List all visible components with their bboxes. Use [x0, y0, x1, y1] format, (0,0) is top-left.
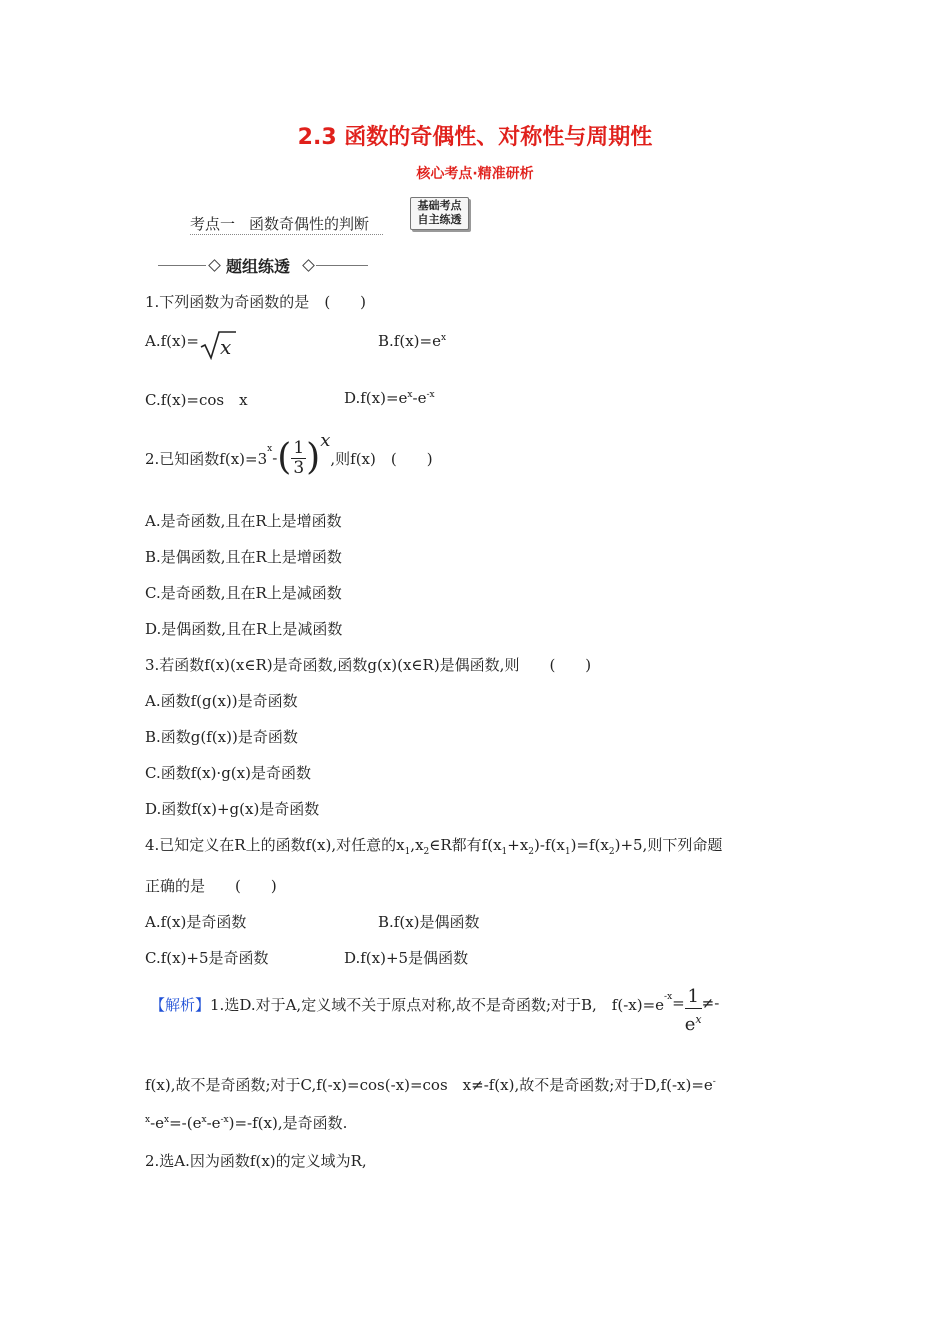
solution-line3-exp4: -x: [220, 1115, 229, 1125]
solution-line3-d: )=-f(x),是奇函数.: [228, 1114, 348, 1132]
q3-option-d: D.函数f(x)+g(x)是奇函数: [145, 800, 320, 818]
section-label: 题组练透: [226, 257, 291, 276]
sqrt-symbol: [200, 330, 236, 360]
q2-fraction: [291, 439, 306, 478]
q1-option-b-exp: x: [440, 333, 447, 343]
q2-option-c: C.是奇函数,且在R上是减函数: [145, 584, 342, 602]
kaodian-heading: [190, 213, 383, 235]
page-subtitle: 核心考点·精准研析: [416, 166, 534, 182]
q1-option-a: A.f(x)=: [145, 332, 199, 350]
q2-option-d: D.是偶函数,且在R上是减函数: [145, 620, 343, 638]
q4-s7: )+5,则下列命题: [614, 836, 723, 854]
q2-frac-den: 3: [293, 457, 305, 478]
solution-line3-a: -e: [150, 1114, 165, 1132]
q4-s1: 4.已知定义在R上的函数f(x),对任意的x: [145, 836, 405, 854]
kaodian-badge: [410, 197, 469, 230]
q1-option-d-mid: -e: [412, 389, 427, 407]
q2-stem-exp: x: [267, 444, 273, 454]
solution-frac-den-base: e: [684, 1014, 696, 1035]
solution-line3-exp3: x: [201, 1115, 207, 1125]
q1-option-b-text: B.f(x)=e: [378, 332, 441, 350]
solution-frac-den-exp: x: [695, 1013, 702, 1026]
solution-line1-exp: -x: [664, 992, 673, 1002]
q3-option-a: A.函数f(g(x))是奇函数: [145, 692, 298, 710]
solution-line2: [145, 1074, 716, 1095]
left-paren: (: [277, 437, 292, 478]
solution-line1-b: =: [672, 994, 685, 1012]
solution-line3-b: =-(e: [169, 1114, 202, 1132]
q2-stem-b: -: [272, 449, 278, 467]
q4-sub6: 2: [608, 847, 615, 857]
q4-sub4: 2: [528, 847, 535, 857]
kaodian-label: 考点一: [190, 215, 236, 233]
q2-option-b: B.是偶函数,且在R上是增函数: [145, 548, 342, 566]
q4-sub5: 1: [564, 847, 571, 857]
q2-stem-c: ,则f(x) ( ): [330, 449, 433, 468]
q4-s5: )-f(x: [534, 836, 565, 854]
solution-line3-c: -e: [206, 1114, 221, 1132]
q3-option-c: C.函数f(x)·g(x)是奇函数: [145, 764, 311, 782]
q3-stem: 3.若函数f(x)(x∈R)是奇函数,函数g(x)(x∈R)是偶函数,则 ( ): [145, 656, 592, 674]
diamond-icon: [208, 259, 221, 272]
kaodian-topic: 函数奇偶性的判断: [249, 215, 370, 233]
q1-option-d-text: D.f(x)=e: [344, 389, 408, 407]
solution-line1-c: ≠-: [701, 994, 720, 1012]
q4-s2: ,x: [410, 836, 424, 854]
q4-option-d: D.f(x)+5是偶函数: [344, 949, 469, 967]
q4-s6: )=f(x: [570, 836, 609, 854]
diamond-icon: [302, 259, 315, 272]
solution-line3-exp1: x: [145, 1115, 151, 1125]
solution-line4: 2.选A.因为函数f(x)的定义域为R,: [145, 1152, 367, 1170]
q2-stem-a: 2.已知函数f(x)=3: [145, 449, 268, 468]
section-divider: [158, 254, 368, 276]
q4-sub2: 2: [423, 847, 430, 857]
q4-s4: +x: [507, 836, 529, 854]
q4-sub1: 1: [404, 847, 411, 857]
q4-option-c: C.f(x)+5是奇函数: [145, 949, 269, 967]
q2-frac-exp: x: [320, 430, 331, 451]
sqrt-radicand: x: [220, 335, 232, 359]
q1-stem: 1.下列函数为奇函数的是 ( ): [145, 293, 367, 311]
solution-fraction: [685, 986, 702, 1036]
badge-line1: 基础考点: [417, 199, 462, 212]
q4-stem-line2: 正确的是 ( ): [145, 877, 277, 895]
q4-option-b: B.f(x)是偶函数: [378, 913, 480, 931]
q1-option-d: [344, 389, 435, 407]
solution-line1-a: 1.选D.对于A,定义域不关于原点对称,故不是奇函数;对于B, f(-x)=e: [210, 996, 665, 1014]
q1-option-d-exp2: -x: [426, 390, 435, 400]
q2-frac-num: 1: [293, 437, 305, 458]
solution-frac-num: 1: [685, 986, 702, 1009]
solution-tag: 【解析】: [150, 996, 211, 1014]
q1-option-c: C.f(x)=cos x: [145, 391, 248, 409]
divider-line-right: [316, 265, 368, 266]
solution-line3: [145, 1112, 347, 1133]
solution-line3-exp2: x: [164, 1115, 170, 1125]
right-paren: ): [306, 437, 321, 478]
q4-s3: ∈R都有f(x: [429, 836, 502, 854]
q4-option-a: A.f(x)是奇函数: [145, 913, 247, 931]
q1-option-d-exp1: x: [407, 390, 413, 400]
solution-line2-text: f(x),故不是奇函数;对于C,f(-x)=cos(-x)=cos x≠-f(x),故不是奇函数;对于D,f(-x)=e: [145, 1076, 713, 1094]
q2-option-a: A.是奇函数,且在R上是增函数: [145, 512, 342, 530]
q4-stem-line1: [145, 834, 722, 857]
q4-sub3: 1: [501, 847, 508, 857]
solution-frac-den: [685, 1009, 702, 1036]
page-title: 2.3 函数的奇偶性、对称性与周期性: [297, 125, 653, 150]
divider-line-left: [158, 265, 206, 266]
solution-line1: [150, 986, 719, 1036]
badge-line2: 自主练透: [417, 213, 462, 226]
q1-option-b: [378, 332, 446, 350]
q3-option-b: B.函数g(f(x))是奇函数: [145, 728, 298, 746]
q2-stem: [145, 432, 433, 484]
solution-line2-exp: -: [712, 1077, 716, 1087]
